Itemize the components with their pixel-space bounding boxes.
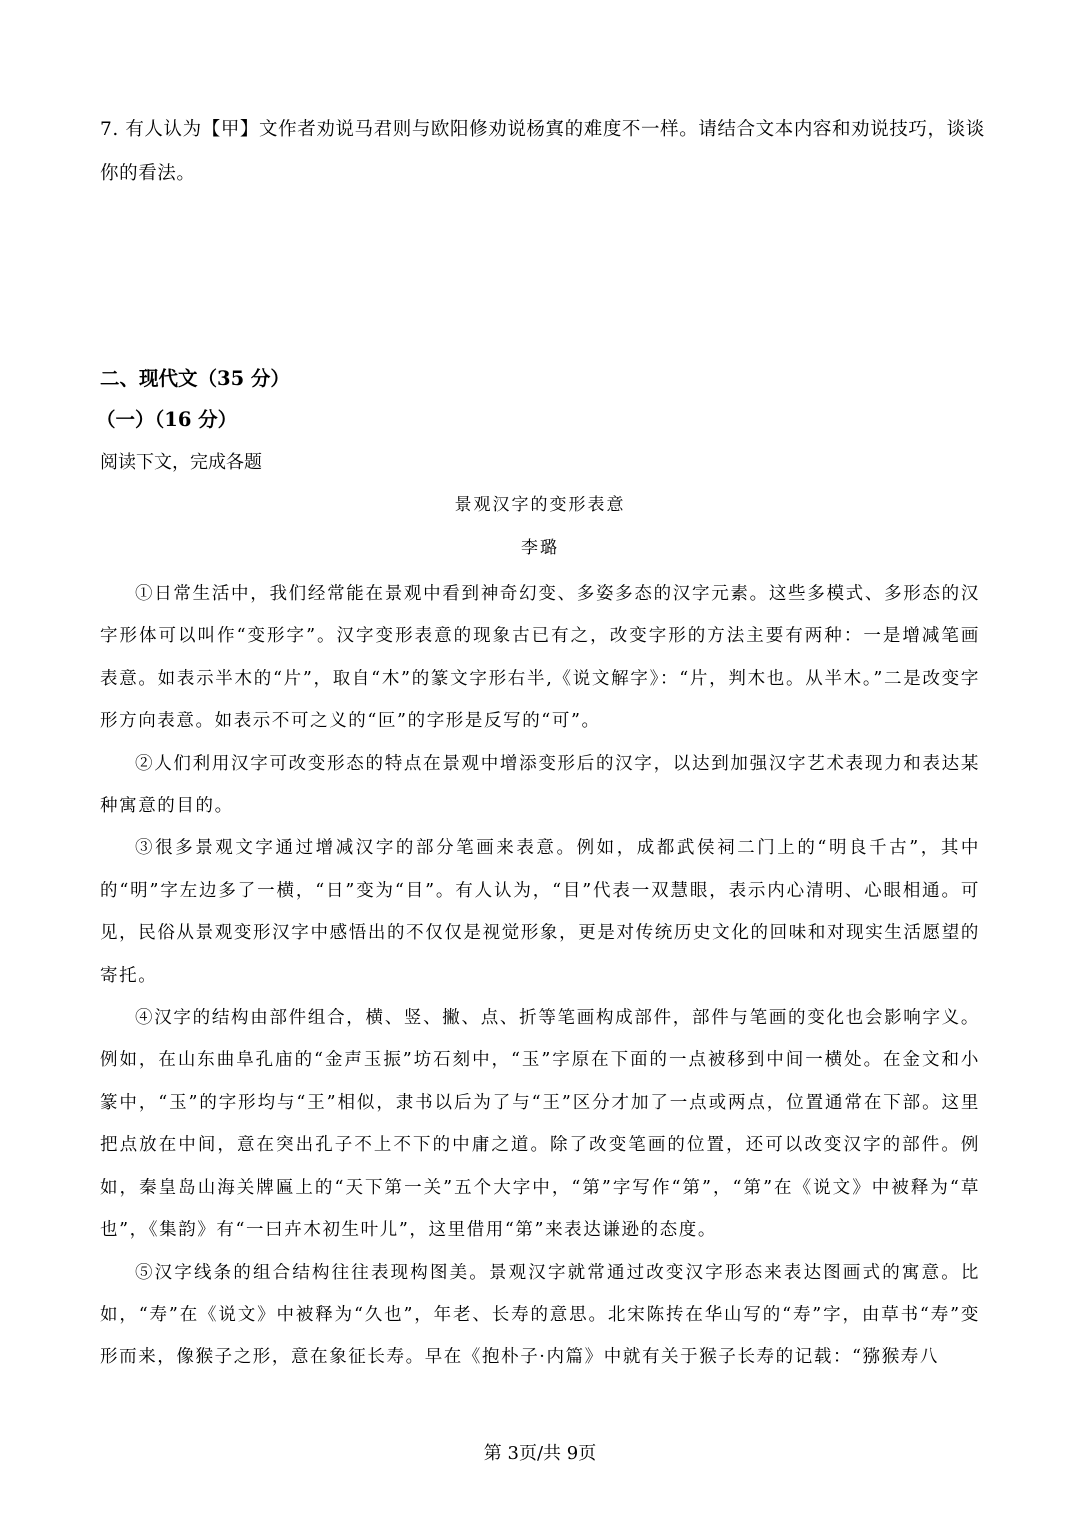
article-paragraph-1: ①日常生活中，我们经常能在景观中看到神奇幻变、多姿多态的汉字元素。这些多模式、多形态的汉字形体可以叫作“变形字”。汉字变形表意的现象古已有之，改变字形的方法主要有两种：一是增减笔画表意。如表示半木的“片”，取自“木”的篆文字形右半,《说文解字》：“片，判木也。从半木。”二是改变字形方向表意。如表示不可之义的“叵”的字形是反写的“可”。 — [100, 584, 980, 732]
article-paragraph-5: ⑤汉字线条的组合结构往往表现构图美。景观汉字就常通过改变汉字形态来表达图画式的寓意。比如，“寿”在《说文》中被释为“久也”，年老、长寿的意思。北宋陈抟在华山写的“寿”字，由草书“寿”变形而来，像猴子之形，意在象征长寿。早在《抱朴子·内篇》中就有关于猴子长寿的记载：“猕猴寿八 — [100, 1262, 980, 1368]
article-author: 李璐 — [521, 538, 559, 558]
article-paragraph-2: ②人们利用汉字可改变形态的特点在景观中增添变形后的汉字，以达到加强汉字艺术表现力和表达某种寓意的目的。 — [100, 753, 980, 817]
article-paragraph-4: ④汉字的结构由部件组合，横、竖、撇、点、折等笔画构成部件，部件与笔画的变化也会影响字义。例如，在山东曲阜孔庙的“金声玉振”坊石刻中，“玉”字原在下面的一点被移到中间一横处。在金文和小篆中，“玉”的字形均与“王”相似，隶书以后为了与“王”区分才加了一点或两点，位置通常在下部。这里把点放在中间，意在突出孔子不上不下的中庸之道。除了改变笔画的位置，还可以改变汉字的部件。例如，秦皇岛山海关牌匾上的“天下第一关”五个大字中，“第”字写作“第”，“第”在《说文》中被释为“草也”，《集韵》有“一曰卉木初生叶儿”，这里借用“第”来表达谦逊的态度。 — [100, 1008, 980, 1241]
article-paragraph-3: ③很多景观文字通过增减汉字的部分笔画来表意。例如，成都武侯祠二门上的“明良千古”，其中的“明”字左边多了一横，“日”变为“目”。有人认为，“目”代表一双慧眼，表示内心清明、心眼相通。可见，民俗从景观变形汉字中感悟出的不仅仅是视觉形象，更是对传统历史文化的回味和对现实生活愿望的寄托。 — [100, 838, 980, 986]
section-title: 二、现代文（35 分） — [100, 367, 290, 390]
subsection-title: （一）（16 分） — [96, 408, 238, 431]
article-body — [100, 573, 980, 1379]
page-number: 第 3页/共 9页 — [483, 1443, 597, 1464]
reading-instruction: 阅读下文，完成各题 — [100, 452, 262, 473]
article-title: 景观汉字的变形表意 — [454, 495, 626, 515]
question-7: 7. 有人认为【甲】文作者劝说马君则与欧阳修劝说杨寘的难度不一样。请结合文本内容和劝说技巧，谈谈你的看法。 — [100, 119, 985, 184]
